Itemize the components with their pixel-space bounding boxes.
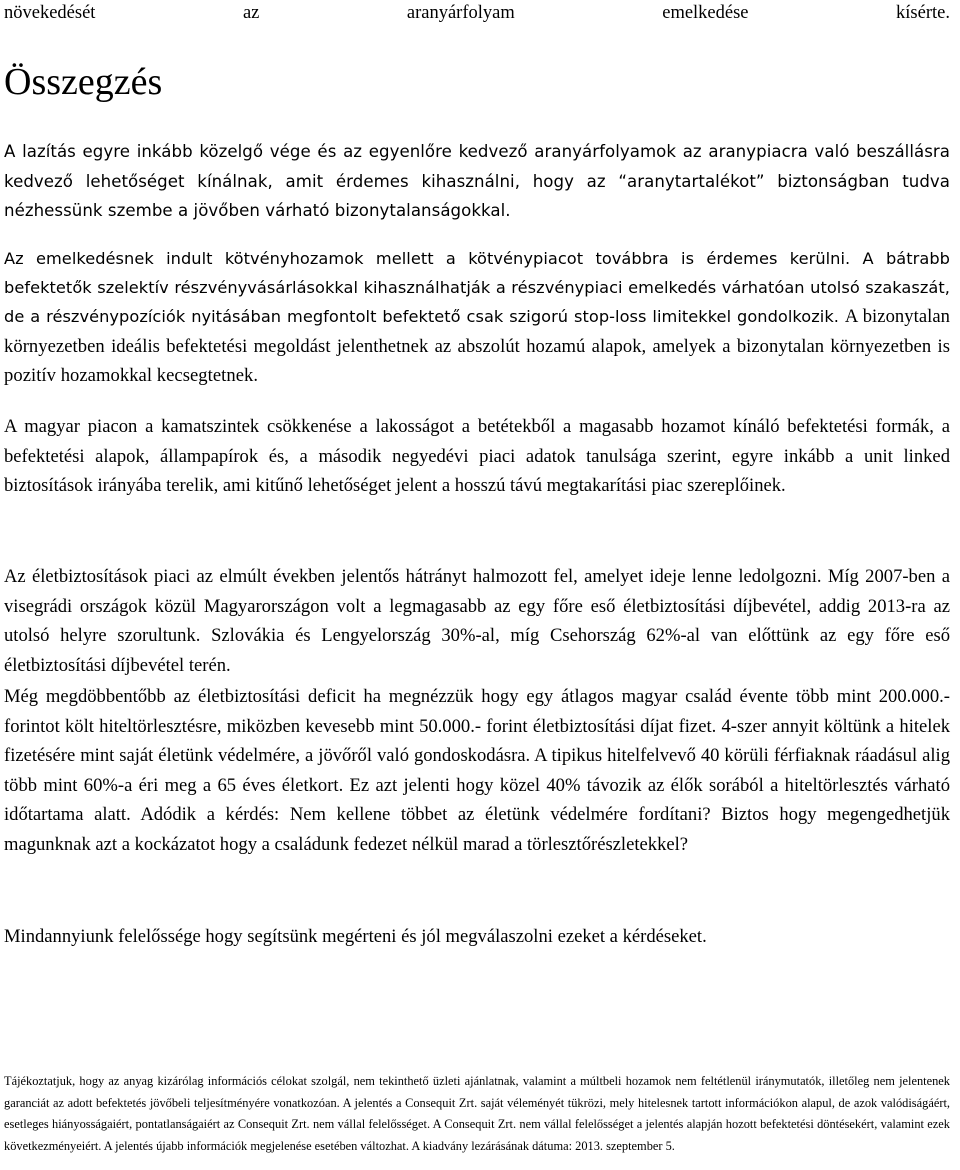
summary-paragraph-insurance-deficit: Még megdöbbentőbb az életbiztosítási deficit ha megnézzük hogy egy átlagos magyar család évente több mint 200.000.- forintot költ hiteltörlesztésre, miközben kevesebb mint 50.000.- forint életbiztosítási díjat fizet. 4-szer annyit költünk a hitelek fizetésére mint saját életünk védelmére, a jövőről való gondoskodásra. A tipikus hitelfelvevő 40 körüli férfiaknak ráadásul alig több mint 60%-a éri meg a 65 éves életkort. Ez azt jelenti hogy közel 40% távozik az élők sorából a hiteltörlesztés várható időtartama alatt. Adódik a kérdés: Nem kellene többet az életünk védelmére fordítani? Biztos hogy megengedhetjük magunknak azt a kockázatot hogy a családunk fedezet nélkül marad a törlesztőrészletekkel? xyxy=(4,686,950,855)
summary-paragraph-life-insurance: Az életbiztosítások piaci az elmúlt években jelentős hátrányt halmozott fel, amelyet ideje lenne ledolgozni. Míg 2007-ben a visegrádi országok közül Magyarországon volt a legmagasabb az egy főre eső életbiztosítási díjbevétel, addig 2013-ra az utolsó helyre szorultunk. Szlovákia és Lengyelország 30%-al, míg Csehország 62%-al van előttünk az egy főre eső életbiztosítási díjbevétel terén. xyxy=(4,566,950,676)
continued-word: kísérte. xyxy=(896,3,950,23)
continued-text-line xyxy=(4,0,950,26)
continued-word: növekedését xyxy=(4,3,96,23)
summary-paragraph-hungarian-market: A magyar piacon a kamatszintek csökkenése a lakosságot a betétekből a magasabb hozamot kínáló befektetési formák, a befektetési alapok, állampapírok és, a második negyedévi piaci adatok tanulsága szerint, egyre inkább a unit linked biztosítások irányába terelik, ami kitűnő lehetőséget jelent a hosszú távú megtakarítási piac szereplőinek. xyxy=(4,416,950,496)
paragraph-text: Az emelkedésnek indult kötvényhozamok mellett a kötvénypiacot továbbra is érdemes kerülni. A bátrabb befektetők szelektív részvényvásárlásokkal kihasználhatják a részvénypiaci emelkedés várhatóan utolsó szakaszát, de a részvénypozíciók nyitásában megfontolt befektető csak szigorú stop-loss limitekkel gondolkozik. xyxy=(4,249,950,326)
section-heading: Összegzés xyxy=(4,61,163,103)
summary-paragraph-gold xyxy=(4,137,950,226)
summary-paragraph-bonds xyxy=(4,244,950,391)
continued-word: emelkedése xyxy=(662,3,749,23)
legal-disclaimer: Tájékoztatjuk, hogy az anyag kizárólag információs célokat szolgál, nem tekinthető üzleti ajánlatnak, valamint a múltbeli hozamok nem feltétlenül iránymutatók, illetőleg nem jelentenek garanciát az adott befektetés jövőbeli teljesítményére vonatkozóan. A jelentés a Consequit Zrt. saját véleményét tükrözi, mely hitelesnek tartott információkon alapul, de azok valódiságáért, esetleges hiányosságaiért, pontatlanságaiért az Consequit Zrt. nem vállal felelősséget. A Consequit Zrt. nem vállal felelősséget a jelentés alapján hozott befektetési döntésekért, valamint ezek következményeiért. A jelentés újabb információk megjelenése esetében változhat. A kiadvány lezárásának dátuma: 2013. szeptember 5. xyxy=(4,1074,950,1153)
paragraph-text-continued: A bizonytalan környezetben ideális befektetési megoldást jelenthetnek az abszolút hozamú alapok, amelyek a bizonytalan környezetben is pozitív hozamokkal kecsegtetnek. xyxy=(4,306,950,386)
continued-word: aranyárfolyam xyxy=(406,3,515,23)
paragraph-text: A lazítás egyre inkább közelgő vége és az egyenlőre kedvező aranyárfolyamok az aranypiacra való beszállásra kedvező lehetőséget kínálnak, amit érdemes kihasználni, hogy az “aranytartalékot” biztonságban tudva nézhessünk szembe a jövőben várható bizonytalanságokkal. xyxy=(4,142,950,220)
continued-word: az xyxy=(242,3,260,23)
summary-paragraph-closing: Mindannyiunk felelőssége hogy segítsünk megérteni és jól megválaszolni ezeket a kérdéseket. xyxy=(4,926,707,947)
